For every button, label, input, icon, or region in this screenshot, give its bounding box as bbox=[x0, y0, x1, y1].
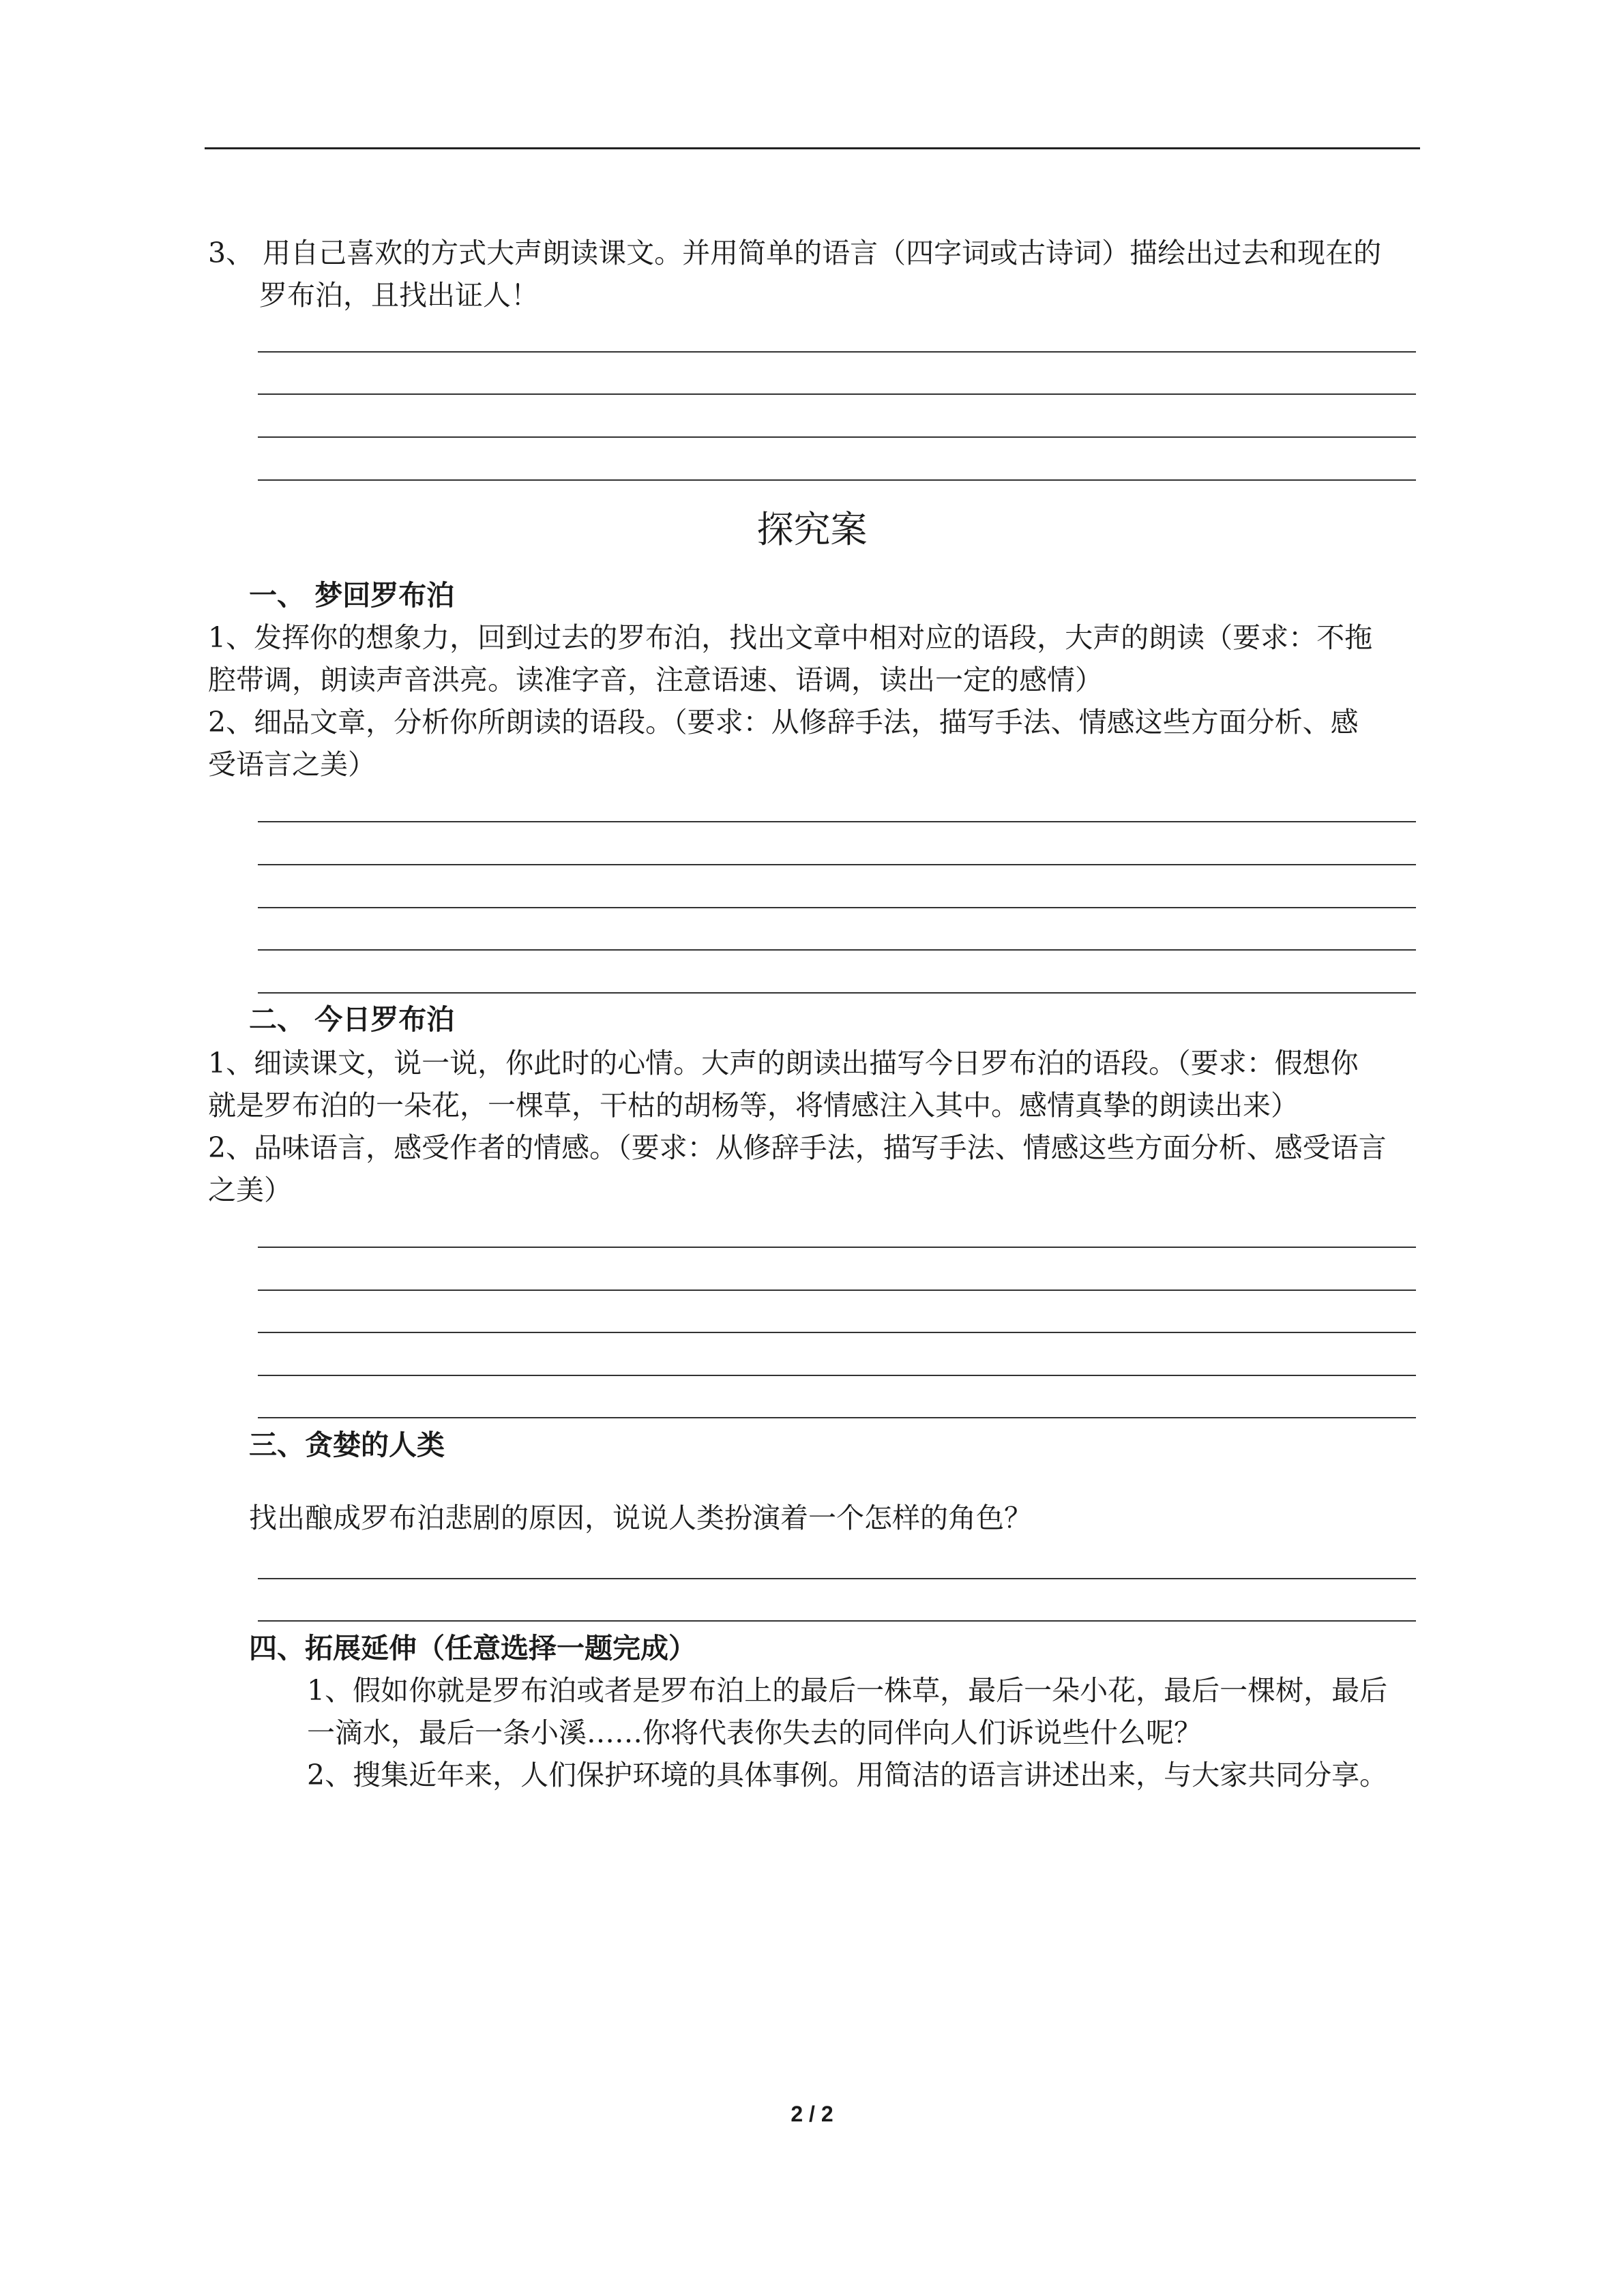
answer-line[interactable] bbox=[258, 1620, 1416, 1622]
answer-line[interactable] bbox=[258, 1417, 1416, 1418]
answer-line[interactable] bbox=[258, 1375, 1416, 1376]
answer-line[interactable] bbox=[258, 1289, 1416, 1291]
q3-line-2: 罗布泊，且找出证人！ bbox=[259, 279, 539, 312]
section2-item2-line1: 2、品味语言，感受作者的情感。（要求：从修辞手法，描写手法、情感这些方面分析、感受语言 bbox=[208, 1131, 1387, 1164]
answer-line[interactable] bbox=[258, 821, 1416, 822]
answer-line[interactable] bbox=[258, 351, 1416, 353]
section2-item1-line2: 就是罗布泊的一朵花，一棵草，干枯的胡杨等，将情感注入其中。感情真挚的朗读出来） bbox=[208, 1089, 1299, 1122]
page-number: 2 / 2 bbox=[791, 2102, 833, 2126]
answer-line[interactable] bbox=[258, 1332, 1416, 1333]
section4-heading: 四、拓展延伸（任意选择一题完成） bbox=[249, 1632, 696, 1665]
section3-heading: 三、贪婪的人类 bbox=[249, 1429, 445, 1461]
answer-line[interactable] bbox=[258, 907, 1416, 908]
section2-item2-line2: 之美） bbox=[208, 1174, 292, 1206]
header-divider bbox=[205, 147, 1420, 149]
section2-item1-line1: 1、细读课文，说一说，你此时的心情。大声的朗读出描写今日罗布泊的语段。（要求：假想你 bbox=[208, 1047, 1359, 1079]
answer-line[interactable] bbox=[258, 1578, 1416, 1579]
section1-item2-line1: 2、细品文章，分析你所朗读的语段。（要求：从修辞手法，描写手法、情感这些方面分析、感 bbox=[208, 706, 1359, 739]
answer-line[interactable] bbox=[258, 1247, 1416, 1248]
answer-line[interactable] bbox=[258, 393, 1416, 395]
section4-item1-line1: 1、假如你就是罗布泊或者是罗布泊上的最后一株草，最后一朵小花，最后一棵树，最后 bbox=[307, 1674, 1388, 1707]
answer-line[interactable] bbox=[258, 992, 1416, 994]
section1-item2-line2: 受语言之美） bbox=[208, 748, 376, 781]
answer-line[interactable] bbox=[258, 864, 1416, 865]
section1-heading: 一、 梦回罗布泊 bbox=[249, 579, 455, 612]
section4-item2-line1: 2、搜集近年来，人们保护环境的具体事例。用简洁的语言讲述出来，与大家共同分享。 bbox=[307, 1759, 1388, 1791]
answer-line[interactable] bbox=[258, 949, 1416, 951]
answer-line[interactable] bbox=[258, 479, 1416, 481]
section4-item1-line2: 一滴水，最后一条小溪……你将代表你失去的同伴向人们诉说些什么呢？ bbox=[307, 1716, 1202, 1749]
section2-heading: 二、 今日罗布泊 bbox=[249, 1003, 455, 1036]
section3-question: 找出酿成罗布泊悲剧的原因，说说人类扮演着一个怎样的角色？ bbox=[249, 1502, 1032, 1534]
answer-line[interactable] bbox=[258, 436, 1416, 438]
q3-line-1: 3、 用自己喜欢的方式大声朗读课文。并用简单的语言（四字词或古诗词）描绘出过去和现在的 bbox=[208, 237, 1382, 269]
section1-item1-line1: 1、发挥你的想象力，回到过去的罗布泊，找出文章中相对应的语段，大声的朗读（要求：不拖 bbox=[208, 621, 1373, 654]
section-title: 探究案 bbox=[756, 508, 868, 551]
section1-item1-line2: 腔带调，朗读声音洪亮。读准字音，注意语速、语调，读出一定的感情） bbox=[208, 664, 1103, 696]
